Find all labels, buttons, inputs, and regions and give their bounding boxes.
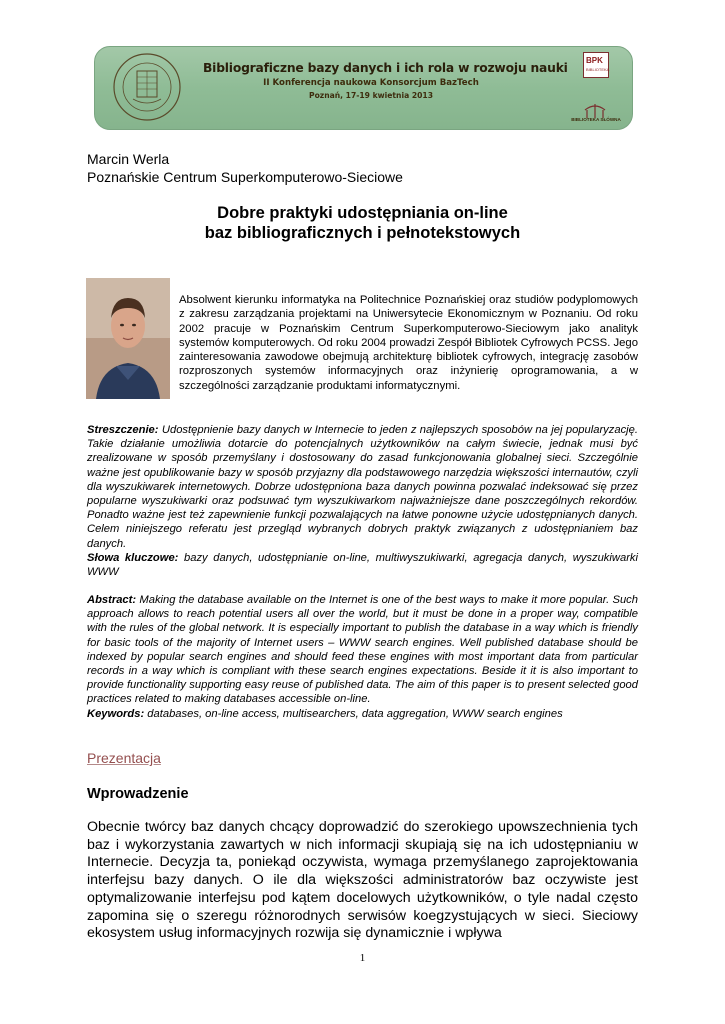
author-name: Marcin Werla [87, 151, 170, 167]
conference-banner [94, 46, 633, 130]
partner-logos [565, 51, 627, 125]
paper-title-line1: Dobre praktyki udostępniania on-line [217, 204, 508, 222]
abstract-block [87, 593, 638, 721]
slowa-kluczowe-label: Słowa kluczowe: [87, 551, 179, 564]
streszczenie-block [87, 423, 638, 579]
banner-subtitle: II Konferencja naukowa Konsorcjum BazTech [263, 78, 479, 88]
bpk-logo [583, 52, 609, 78]
slowa-kluczowe-text: bazy danych, udostępnianie on-line, multiwyszukiwarki, agregacja danych, wyszukiwarki WWW [87, 551, 638, 579]
abstract-label: Abstract: [87, 594, 137, 606]
bpk-logo-label: BIBLIOTEKA [586, 67, 610, 72]
banner-title: Bibliograficzne bazy danych i ich rola w rozwoju nauki [203, 61, 568, 75]
page-number: 1 [359, 952, 366, 964]
keywords-text: databases, on-line access, multisearchers, data aggregation, WWW search engines [144, 707, 563, 720]
author-photo [86, 278, 170, 399]
banner-text [203, 61, 568, 100]
presentation-link[interactable]: Prezentacja [87, 750, 161, 766]
author-block [87, 150, 403, 186]
streszczenie-text: Udostępnienie bazy danych w Internecie to jeden z najlepszych sposobów na jej popularyzację. Takie działanie umożliwia dotarcie do potencjalnych użytkowników na całym świecie, jednak musi być zrealizowane w sposób przemyślany i dostosowany do zasad funkcjonowania globalnej sieci. Szczególnie ważne jest opublikowanie bazy w sposób przyjazny dla podstawowego narzędzia większości internautów, czyli dla wyszukiwarek internetowych. Dobrze udostępniona baza danych powinna pozwalać indeksować się przez popularne wyszukiwarki oraz podsuwać tym wyszukiwarkom najważniejsze dane poszczególnych rekordów. Ponadto ważne jest też zapewnienie funkcji pozwalających na łatwe ponowne użycie udostępnianych danych. Celem niniejszego referatu jest przegląd wybranych dobrych praktyk związanych z udostępnianiem baz danych. [87, 424, 638, 550]
streszczenie-label: Streszczenie: [87, 424, 159, 436]
banner-date: Poznań, 17-19 kwietnia 2013 [309, 91, 433, 100]
author-bio: Absolwent kierunku informatyka na Politechnice Poznańskiej oraz studiów podyplomowych z zakresu zarządzania projektami na Uniwersytecie Ekonomicznym w Poznaniu. Od roku 2002 pracuje w Poznańskim Centrum Superkomputerowo-Sieciowym jako analityk systemów komputerowych. Od roku 2004 prowadzi Zespół Bibliotek Cyfrowych PCSS. Jego zainteresowania zawodowe obejmują architekturę bibliotek cyfrowych, integrację zasobów rozproszonych systemów informacyjnych oraz inżynierię oprogramowania, a w szczególności zarządzanie produktami informatycznymi. [179, 294, 638, 392]
abstract-text: Making the database available on the Internet is one of the best ways to make it more popular. Such approach allows to reach potential users all over the world, but it must be done in a proper way, compatible with the rules of the global network. It is especially important to publish the database in a way which is friendly for basic tools of the majority of Internet users – WWW search engines. Well published database should be indexed by popular search engines and should feed these engines with most important data from particular records in a way which is compliant with these search engines expectations. Beside it it is also important to provide functionality supporting easy reuse of published data. The aim of this paper is to present selected good practices related to making databases accessible on-line. [87, 594, 638, 706]
keywords-label: Keywords: [87, 707, 145, 720]
paper-title [87, 204, 638, 243]
section-heading: Wprowadzenie [87, 786, 189, 802]
library-logo-text: BIBLIOTEKA SŁÓWNA [571, 117, 621, 122]
university-seal-icon [111, 51, 183, 123]
bpk-logo-text: BPK [586, 56, 603, 65]
author-affiliation: Poznańskie Centrum Superkomputerowo-Sieciowe [87, 169, 403, 185]
body-paragraph: Obecnie twórcy baz danych chcący doprowadzić do szerokiego upowszechnienia tych baz i wykorzystania zawartych w nich informacji skupiają się na ich udostępnianiu w Internecie. Decyzja ta, poniekąd oczywista, wymaga przemyślanego zaprojektowania interfejsu bazy danych. O ile dla większości administratorów baz oczywiste jest optymalizowanie interfejsu pod kątem docelowych użytkowników, o tyle nadal często zapomina się o szeregu różnorodnych serwisów koegzystujących w sieci. Sieciowy ekosystem usług informacyjnych rozwija się dynamicznie i wpływa [87, 819, 638, 942]
paper-title-line2: baz bibliograficznych i pełnotekstowych [204, 223, 521, 242]
